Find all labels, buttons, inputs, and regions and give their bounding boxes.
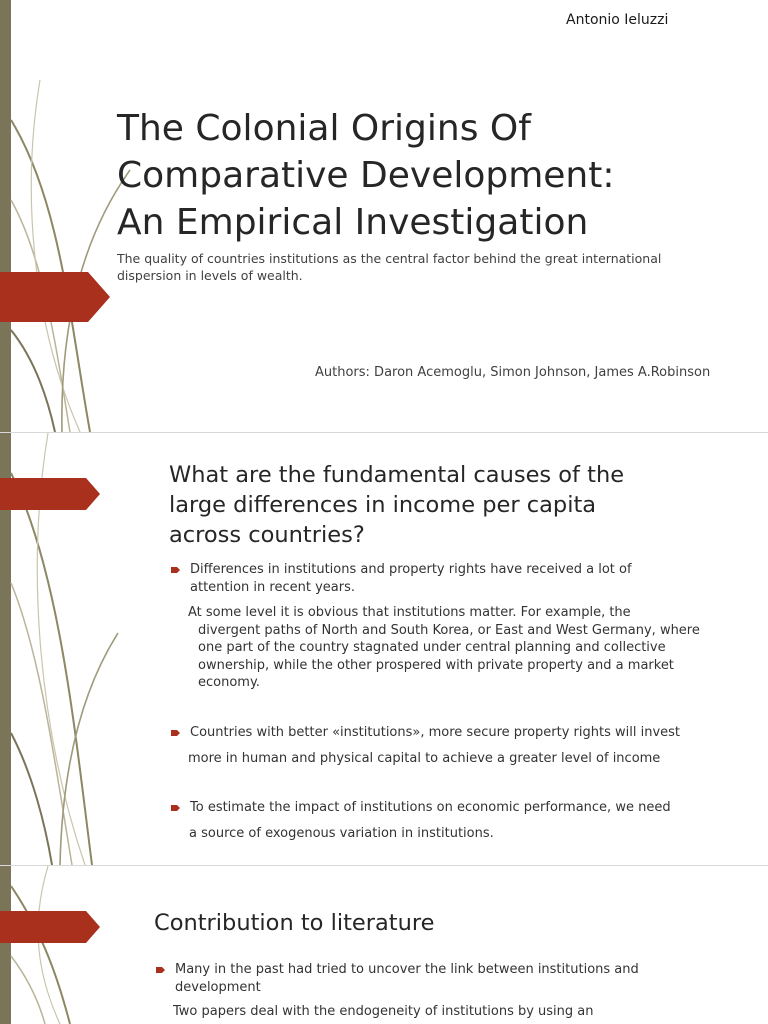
decorative-swirl	[0, 866, 140, 1024]
question-heading: What are the fundamental causes of the large differences in income per capita across countries?	[169, 462, 625, 548]
bullet-arrow-icon	[171, 804, 181, 812]
bullet-past-research: Many in the past had tried to uncover the link between institutions and development	[175, 962, 639, 995]
bullet-arrow-icon	[171, 729, 181, 737]
presentation-title: The Colonial Origins Of Comparative Development: An Empirical Investigation	[117, 108, 615, 243]
literature-slide	[0, 866, 768, 1024]
title-accent-tab	[0, 272, 112, 322]
paragraph-korea-germany: At some level it is obvious that institutions matter. For example, the divergent paths of North and South Korea, or East and West Germany, where one part of the country stagnated under central planning and collective ownership, while the other prospered with private property and a market economy.	[188, 605, 700, 690]
literature-heading: Contribution to literature	[154, 910, 435, 936]
bullet-better-institutions: Countries with better «institutions», more secure property rights will invest more in human and physical capital to achieve a greater level of income	[188, 725, 681, 766]
section-accent-tab	[0, 911, 102, 943]
authors-line: Authors: Daron Acemoglu, Simon Johnson, James A.Robinson	[315, 365, 711, 380]
bullet-institutions: Differences in institutions and property rights have received a lot of attention in recent years.	[190, 562, 632, 595]
question-slide	[0, 433, 768, 865]
bullet-arrow-icon	[171, 566, 181, 574]
presenter-name: Antonio Ieluzzi	[566, 12, 669, 28]
paragraph-endogeneity: Two papers deal with the endogeneity of institutions by using an	[173, 1004, 594, 1019]
bullet-exogenous-variation: To estimate the impact of institutions on economic performance, we need a source of exogenous variation in institutions.	[189, 800, 671, 841]
title-slide	[0, 0, 768, 432]
presentation-subtitle: The quality of countries institutions as the central factor behind the great international dispersion in levels of wealth.	[117, 251, 662, 283]
section-accent-tab	[0, 478, 102, 510]
bullet-arrow-icon	[156, 966, 166, 974]
